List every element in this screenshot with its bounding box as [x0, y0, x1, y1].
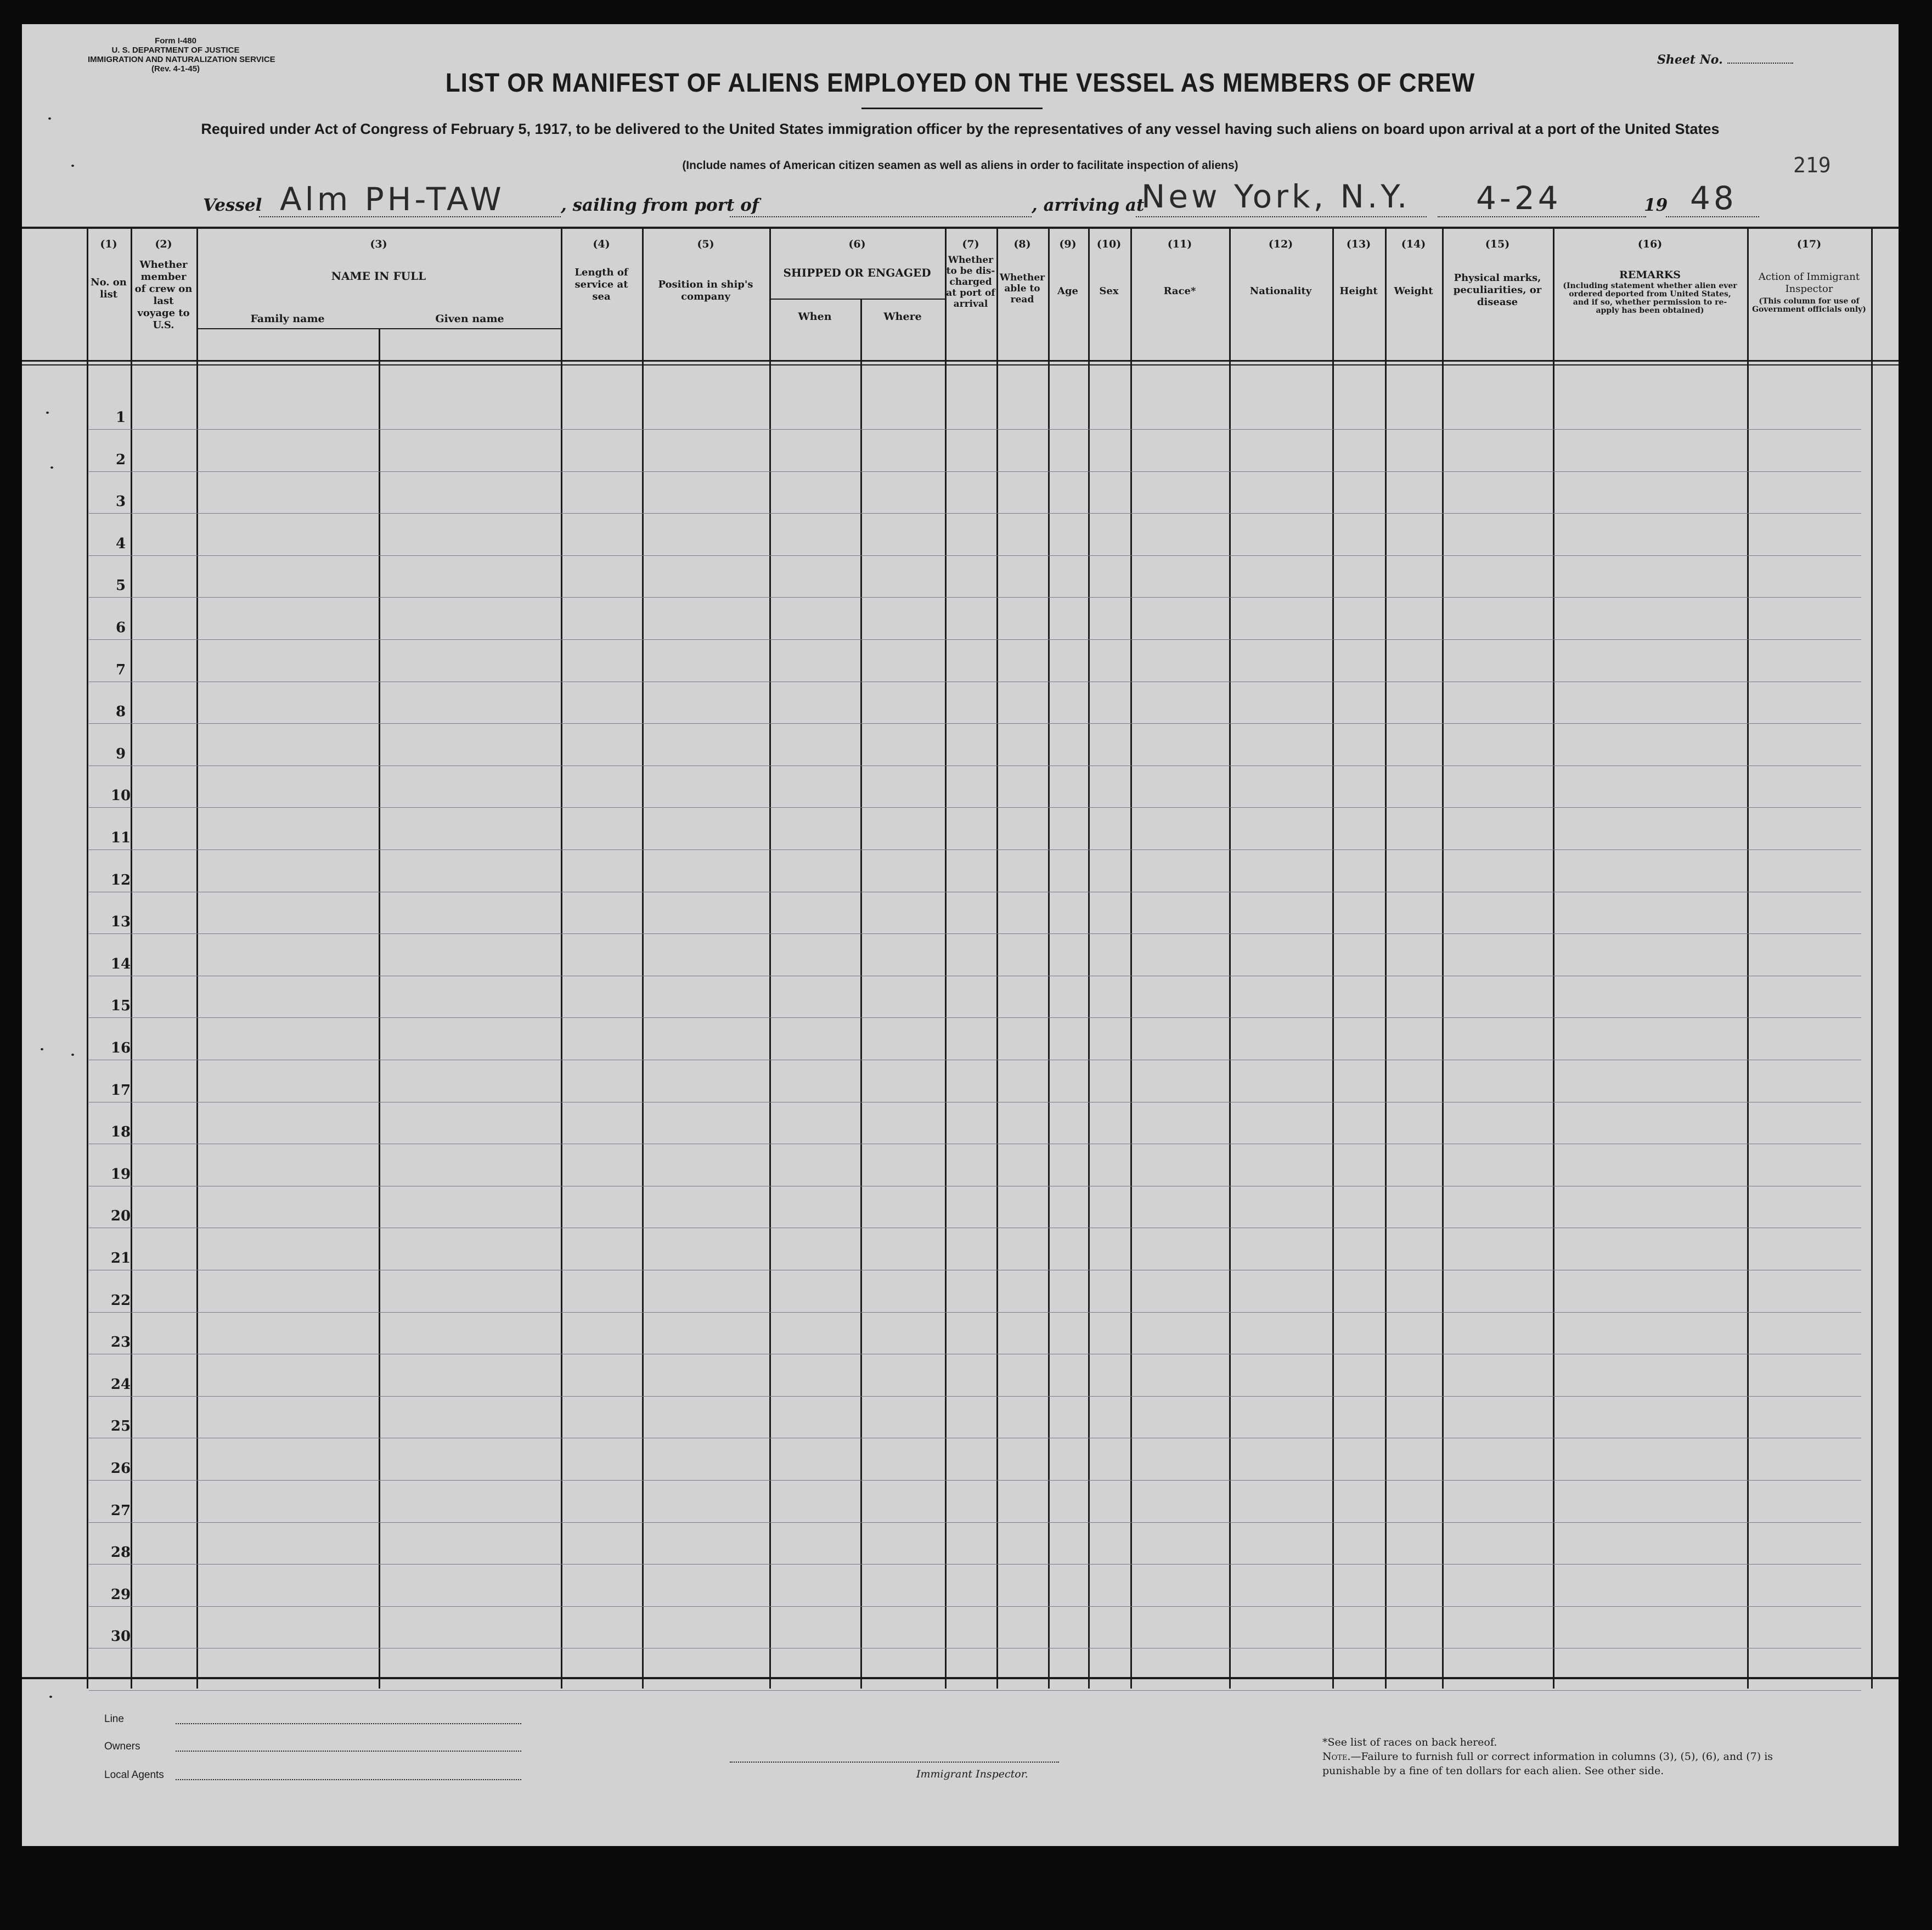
races-note: *See list of races on back hereof. — [1322, 1736, 1497, 1748]
page-subtitle: Required under Act of Congress of February 5, 1917, to be delivered to the United States immigration officer by the representatives of any vessel having such aliens on board upon arrival at a port of the United States — [201, 121, 1720, 137]
row-number: 25 — [110, 1418, 131, 1435]
column-divider — [996, 229, 998, 1689]
col-header-when: When — [798, 311, 832, 323]
row-rule — [89, 1690, 1861, 1691]
row-rule — [89, 597, 1861, 598]
col-header-discharged: Whether to be dis-charged at port of arrival — [946, 255, 995, 310]
row-rule — [89, 555, 1861, 556]
note-text: —Failure to furnish full or correct information in columns (3), (5), (6), and (7) is punishable by a fine of ten dollars for each alien. See other side. — [1322, 1751, 1773, 1777]
col-header-where: Where — [883, 311, 922, 323]
agents-field-line — [176, 1779, 521, 1780]
form-revision: (Rev. 4-1-45) — [151, 64, 200, 74]
col-number: (11) — [1167, 238, 1192, 250]
column-divider — [769, 229, 771, 1689]
col-number: (2) — [155, 238, 172, 250]
column-divider — [1871, 229, 1873, 1689]
row-number: 18 — [110, 1124, 131, 1141]
agents-field — [104, 1769, 164, 1781]
row-number: 30 — [110, 1628, 131, 1645]
row-number: 19 — [110, 1166, 131, 1183]
col-number: (15) — [1485, 238, 1510, 250]
col-number: (13) — [1346, 238, 1371, 250]
col-number: (6) — [848, 238, 866, 250]
table-top-rule — [22, 227, 1899, 229]
margin-speck — [49, 1696, 52, 1698]
column-divider — [1229, 229, 1231, 1689]
col-header-sex: Sex — [1099, 285, 1119, 297]
col-number: (16) — [1637, 238, 1663, 250]
owners-label: Owners — [104, 1741, 140, 1752]
line-field-line — [176, 1723, 521, 1724]
row-rule — [89, 513, 1861, 514]
title-divider — [861, 108, 1043, 109]
year-handwritten: 48 — [1690, 179, 1737, 217]
col-number: (8) — [1013, 238, 1031, 250]
row-number: 7 — [115, 661, 126, 678]
service-name: IMMIGRATION AND NATURALIZATION SERVICE — [88, 55, 275, 64]
col-header-age: Age — [1057, 285, 1078, 297]
row-rule — [89, 807, 1861, 808]
col-number: (7) — [962, 238, 979, 250]
owners-field — [104, 1741, 140, 1753]
column-divider — [1048, 229, 1050, 1689]
row-rule — [89, 1480, 1861, 1481]
row-rule — [89, 429, 1861, 430]
department-name: U. S. DEPARTMENT OF JUSTICE — [111, 46, 240, 55]
row-number: 14 — [110, 955, 131, 972]
column-divider — [87, 229, 88, 1689]
col-number: (12) — [1268, 238, 1293, 250]
col-header-shipped-or-engaged: SHIPPED OR ENGAGED — [783, 266, 931, 279]
row-number: 21 — [110, 1250, 131, 1267]
col-number: (10) — [1096, 238, 1122, 250]
sailing-port-field-line — [730, 216, 1032, 217]
margin-speck — [50, 466, 53, 469]
vessel-label: Vessel — [203, 195, 262, 215]
col-number: (9) — [1059, 238, 1077, 250]
row-number: 5 — [115, 577, 126, 594]
col-number: (1) — [100, 238, 117, 250]
row-rule — [89, 723, 1861, 724]
owners-field-line — [176, 1751, 521, 1752]
row-number: 8 — [115, 704, 126, 721]
form-number: Form I-480 — [155, 36, 196, 46]
col-number: (14) — [1401, 238, 1426, 250]
margin-speck — [46, 412, 49, 414]
row-number: 24 — [110, 1376, 131, 1393]
row-number: 10 — [110, 787, 131, 804]
margin-speck — [71, 165, 74, 167]
row-number: 15 — [110, 998, 131, 1015]
row-rule — [89, 1606, 1861, 1607]
fine-note — [1322, 1749, 1794, 1778]
sheet-no-field — [1657, 53, 1793, 67]
row-rule — [89, 1396, 1861, 1397]
date-handwritten: 4-24 — [1476, 179, 1562, 217]
include-note: (Include names of American citizen seamen as well as aliens in order to facilitate inspection of aliens) — [682, 159, 1238, 172]
col-header-nationality: Nationality — [1249, 285, 1312, 297]
row-number: 2 — [115, 451, 126, 468]
column-divider — [196, 229, 198, 1689]
column-divider — [1442, 229, 1444, 1689]
sailing-label: , sailing from port of — [561, 195, 759, 215]
col-header-remarks-note: (Including statement whether alien ever ordered deported from United States, and if so, whether permission to re-apply has been obtained) — [1563, 282, 1737, 315]
margin-speck — [71, 1054, 74, 1056]
col-header-position: Position in ship's company — [658, 279, 753, 302]
year-prefix: 19 — [1644, 195, 1668, 215]
margin-speck — [48, 117, 51, 120]
column-divider — [1553, 229, 1554, 1689]
col-number: (5) — [697, 238, 714, 250]
inspector-signature-line — [730, 1762, 1059, 1763]
col-header-inspector-note: (This column for use of Government officials only) — [1752, 297, 1866, 314]
col-header-height: Height — [1339, 285, 1378, 297]
line-label: Line — [104, 1713, 124, 1725]
col-header-no-on-list: No. on list — [91, 277, 127, 300]
row-number: 1 — [115, 409, 126, 426]
arriving-label: , arriving at — [1032, 195, 1145, 215]
col-header-crew-last-voyage: Whether member of crew on last voyage to U.S. — [134, 259, 193, 331]
row-number: 3 — [115, 493, 126, 510]
column-divider — [1332, 229, 1334, 1689]
col-header-given-name: Given name — [435, 313, 504, 325]
manifest-sheet — [22, 24, 1899, 1846]
column-divider — [561, 229, 562, 1689]
row-number: 6 — [115, 620, 126, 636]
row-number: 4 — [115, 535, 126, 552]
col-header-able-to-read: Whether able to read — [999, 272, 1045, 305]
local-agents-label: Local Agents — [104, 1769, 164, 1781]
column-divider — [1385, 229, 1387, 1689]
page-title: LIST OR MANIFEST OF ALIENS EMPLOYED ON THE VESSEL AS MEMBERS OF CREW — [445, 69, 1475, 98]
immigrant-inspector-label: Immigrant Inspector. — [916, 1768, 1028, 1780]
col-number: (17) — [1796, 238, 1822, 250]
col-header-family-name: Family name — [250, 313, 325, 325]
col-number: (4) — [593, 238, 610, 250]
column-divider — [1088, 229, 1090, 1689]
row-number: 26 — [110, 1460, 131, 1477]
note-label: Note. — [1322, 1751, 1351, 1763]
vessel-name-handwritten: Alm PH-TAW — [280, 181, 505, 218]
row-number: 13 — [110, 914, 131, 931]
col-header-length-of-service: Length of service at sea — [574, 267, 628, 302]
column-divider — [642, 229, 644, 1689]
col-header-race: Race* — [1163, 285, 1196, 297]
row-number: 22 — [110, 1292, 131, 1309]
sheet-no-label: Sheet No. — [1657, 53, 1723, 67]
row-number: 12 — [110, 871, 131, 888]
header-bottom-rule — [22, 360, 1899, 362]
row-number: 17 — [110, 1082, 131, 1099]
arriving-port-field-line — [1136, 216, 1427, 217]
row-number: 16 — [110, 1040, 131, 1056]
margin-speck — [41, 1048, 43, 1050]
row-rule — [89, 933, 1861, 934]
header-bottom-rule-double — [22, 364, 1899, 365]
line-field — [104, 1713, 124, 1725]
row-number: 23 — [110, 1334, 131, 1351]
col-header-inspector-action: Action of Immigrant Inspector — [1758, 271, 1860, 295]
column-divider — [1130, 229, 1132, 1689]
name-subheader-rule — [196, 328, 561, 329]
shipped-subheader-rule — [769, 299, 945, 300]
handwritten-sheet-number: 219 — [1793, 153, 1831, 177]
row-rule — [89, 849, 1861, 850]
row-number: 29 — [110, 1586, 131, 1603]
col-number: (3) — [370, 238, 387, 250]
row-number: 27 — [110, 1502, 131, 1519]
arriving-port-handwritten: New York, N.Y. — [1141, 178, 1411, 215]
row-rule — [89, 1564, 1861, 1565]
row-rule — [89, 1017, 1861, 1018]
column-divider — [945, 229, 947, 1689]
row-rule — [89, 1312, 1861, 1313]
row-number: 11 — [110, 830, 131, 846]
row-rule — [89, 1522, 1861, 1523]
row-rule — [89, 639, 1861, 640]
col-header-name-in-full: NAME IN FULL — [331, 269, 426, 283]
table-bottom-rule — [22, 1677, 1899, 1679]
col-header-physical-marks: Physical marks, peculiarities, or disease — [1453, 272, 1542, 308]
column-divider — [379, 329, 380, 1689]
col-header-remarks: REMARKS — [1619, 269, 1681, 281]
col-header-weight: Weight — [1394, 285, 1433, 297]
row-number: 28 — [110, 1544, 131, 1561]
row-rule — [89, 471, 1861, 472]
row-number: 20 — [110, 1208, 131, 1225]
row-number: 9 — [115, 745, 126, 762]
column-divider — [1747, 229, 1749, 1689]
